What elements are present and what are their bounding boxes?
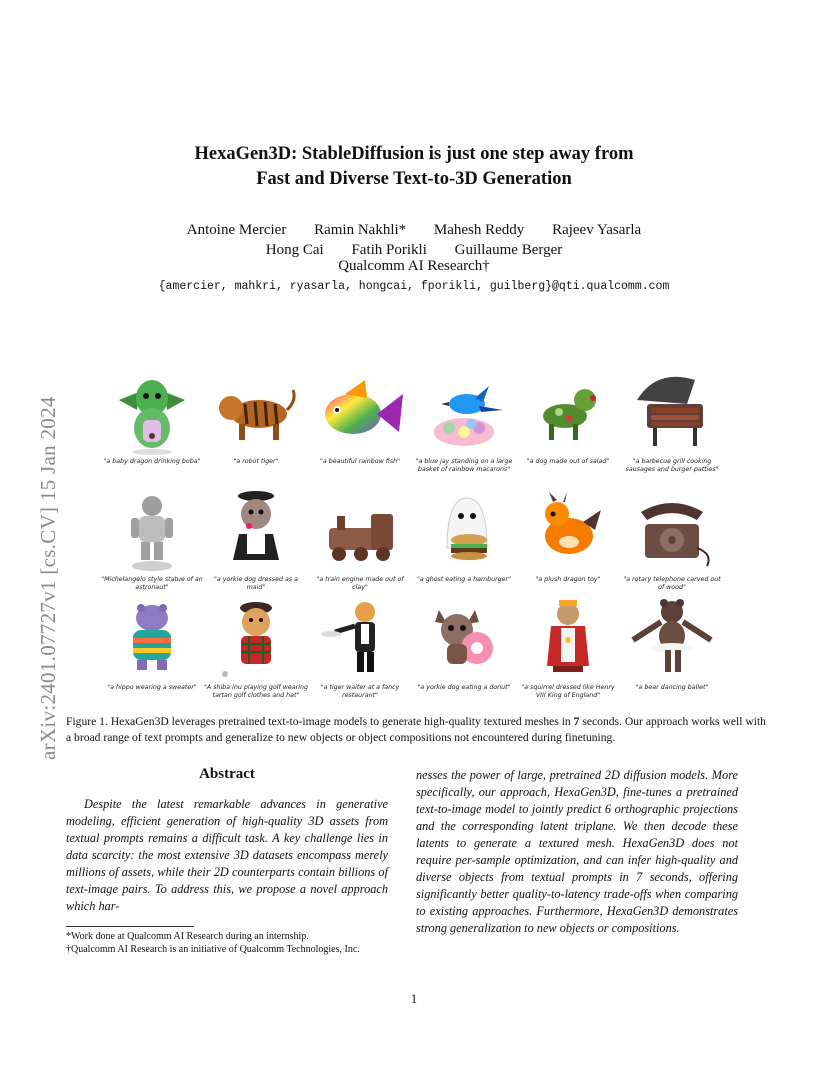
plush-dragon-render — [523, 488, 613, 574]
figure-caption: "a bear dancing ballet" — [635, 684, 709, 691]
author: Hong Cai — [265, 242, 324, 258]
bbq-grill-render — [627, 370, 717, 456]
figure-caption: "Michelangelo style statue of an astronaut" — [101, 576, 203, 591]
author-list — [100, 220, 728, 260]
figure-caption: "a tiger waiter at a fancy restaurant" — [320, 684, 400, 699]
figure-cell — [204, 488, 308, 592]
figure-caption: "a yorkie dog dressed as a maid" — [214, 576, 298, 591]
squirrel-king-render — [523, 596, 613, 682]
figure-caption: "a ghost eating a hamburger" — [416, 576, 512, 583]
affiliation: Qualcomm AI Research† — [338, 258, 490, 274]
figure-cell — [308, 488, 412, 592]
figure-caption: "a plush dragon toy" — [535, 576, 601, 583]
figure-caption: "A shiba inu playing golf wearing tartan golf clothes and hat" — [204, 684, 308, 699]
figure-cell — [516, 596, 620, 700]
figure-cell — [620, 596, 724, 692]
footnote-2: †Qualcomm AI Research is an initiative of Qualcomm Technologies, Inc. — [66, 944, 360, 955]
figure-cell — [412, 370, 516, 474]
figure-cell — [204, 596, 308, 700]
clay-train-render — [315, 488, 405, 574]
abstract-right-column — [416, 767, 738, 937]
figure-caption-seconds: 7 — [573, 715, 580, 728]
figure-cell — [412, 488, 516, 584]
authors-row-2 — [100, 240, 728, 260]
figure-label: Figure 1. — [66, 715, 108, 728]
figure-caption-text — [66, 714, 766, 746]
author: Ramin Nakhli* — [314, 222, 407, 238]
wooden-telephone-render — [627, 488, 717, 574]
figure-cell — [100, 596, 204, 692]
figure-caption-part-a: HexaGen3D leverages pretrained text-to-image models to generate high-quality textured meshes in — [110, 715, 571, 728]
teaser-figure — [100, 370, 728, 700]
figure-caption: "a squirrel dressed like Henry VIII King of England" — [521, 684, 615, 699]
authors-row-1 — [100, 220, 728, 240]
title-line-1: HexaGen3D: StableDiffusion is just one step away from — [194, 144, 634, 164]
salad-dog-render — [523, 370, 613, 456]
figure-cell — [308, 370, 412, 466]
blue-jay-render — [419, 370, 509, 456]
yorkie-donut-render — [419, 596, 509, 682]
rainbow-fish-render — [315, 370, 405, 456]
astronaut-statue-render — [107, 488, 197, 574]
shiba-golf-render — [211, 596, 301, 682]
author: Mahesh Reddy — [433, 222, 525, 238]
figure-caption: "a yorkie dog eating a donut" — [417, 684, 511, 691]
figure-cell — [204, 370, 308, 466]
figure-caption: "a baby dragon drinking boba" — [103, 458, 201, 465]
abstract-heading: Abstract — [199, 766, 255, 782]
paper-title — [100, 142, 728, 192]
figure-cell — [516, 488, 620, 584]
figure-cell — [100, 488, 204, 592]
figure-caption: "a beautiful rainbow fish" — [319, 458, 401, 465]
footnote-rule — [66, 926, 194, 927]
figure-cell — [308, 596, 412, 700]
arxiv-stamp: arXiv:2401.07727v1 [cs.CV] 15 Jan 2024 — [36, 396, 60, 760]
figure-caption: "a blue jay standing on a large basket of rainbow macarons" — [415, 458, 513, 473]
author: Guillaume Berger — [454, 242, 563, 258]
figure-caption: "a hippo wearing a sweater" — [107, 684, 197, 691]
figure-cell — [412, 596, 516, 692]
figure-cell — [620, 370, 724, 474]
tiger-waiter-render — [315, 596, 405, 682]
yorkie-maid-render — [211, 488, 301, 574]
figure-caption: "a dog made out of salad" — [526, 458, 610, 465]
figure-cell — [100, 370, 204, 466]
author: Antoine Mercier — [186, 222, 287, 238]
figure-caption: "a train engine made out of clay" — [316, 576, 404, 591]
robot-tiger-render — [211, 370, 301, 456]
figure-caption: "a barbecue grill cooking sausages and burger patties" — [625, 458, 719, 473]
email-line: {amercier, mahkri, ryasarla, hongcai, fporikli, guilberg}@qti.qualcomm.com — [158, 280, 670, 293]
abstract-left-column — [66, 796, 388, 915]
figure-caption-part-b: seconds. Our approach works well with a broad range of text prompts and generalize to new objects or object compositions not encountered during finetuning. — [66, 715, 766, 744]
figure-cell — [516, 370, 620, 466]
ballet-bear-render — [627, 596, 717, 682]
hippo-sweater-render — [107, 596, 197, 682]
page-number: 1 — [410, 992, 418, 1006]
title-line-2: Fast and Diverse Text-to-3D Generation — [256, 169, 572, 189]
figure-caption: "a rotary telephone carved out of wood" — [623, 576, 721, 591]
abstract-paragraph-continued: nesses the power of large, pretrained 2D diffusion models. More specifically, our approach, HexaGen3D, fine-tunes a pretrained text-to-image model to jointly predict 6 orthographic projections and the corresponding latent triplane. We then decode these latents to generate a textured mesh. HexaGen3D does not require per-sample optimization, and can infer high-quality and diverse objects from textual prompts in 7 seconds, offering significantly better quality-to-latency trade-offs when comparing to existing approaches. Furthermore, HexaGen3D demonstrates strong generalization to new objects or compositions. — [416, 768, 738, 935]
figure-caption: "a robot tiger" — [233, 458, 279, 465]
author: Fatih Porikli — [351, 242, 427, 258]
footnote-1: *Work done at Qualcomm AI Research during an internship. — [66, 931, 309, 942]
abstract-paragraph: Despite the latest remarkable advances in generative modeling, efficient generation of high-quality 3D assets from textual prompts remains a difficult task. A key challenge lies in data scarcity: the most extensive 3D datasets encompass merely millions of assets, while their 2D counterparts contain billions of text-image pairs. To address this, we propose a novel approach which har- — [66, 797, 388, 913]
author: Rajeev Yasarla — [552, 222, 642, 238]
figure-cell — [620, 488, 724, 592]
baby-dragon-render — [107, 370, 197, 456]
ghost-hamburger-render — [419, 488, 509, 574]
